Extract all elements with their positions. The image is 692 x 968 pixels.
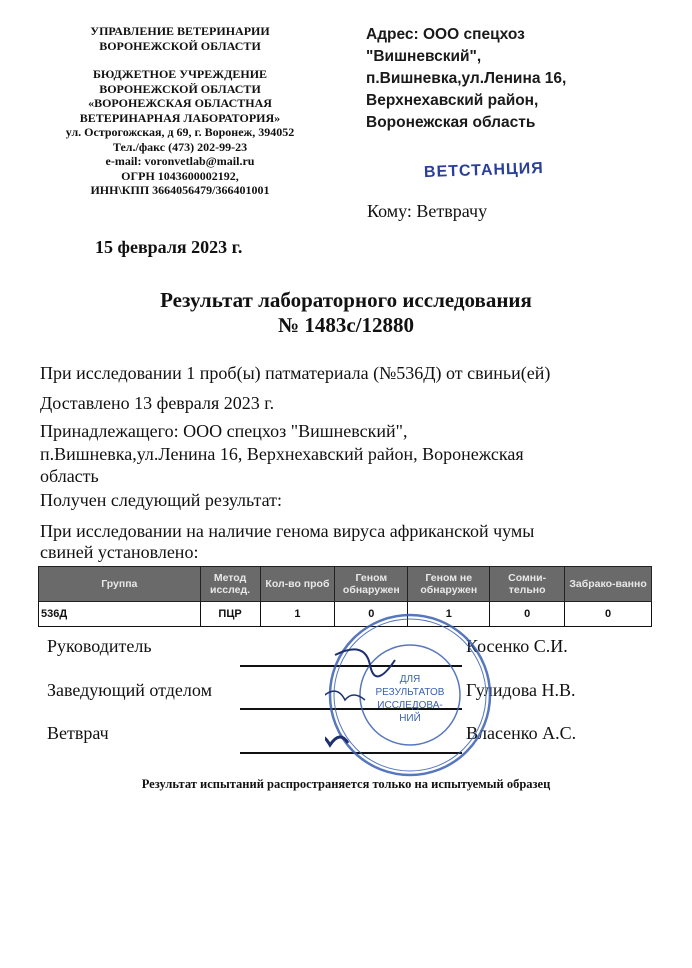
footer-note: Результат испытаний распространяется только на испытуемый образец <box>141 777 551 791</box>
lab-phone: Тел./факс (473) 202-99-23 <box>112 139 248 154</box>
document-number: № 1483с/12880 <box>277 313 414 337</box>
header-rejected: Забрако-ванно <box>565 567 652 602</box>
lab-address: ул. Острогожская, д 69, г. Воронеж, 394052 <box>65 125 295 139</box>
lab-inn: ИНН\КПП 3664056479/366401001 <box>90 183 270 197</box>
institution-line: ВОРОНЕЖСКОЙ ОБЛАСТИ <box>99 81 261 96</box>
signature-role: Ветврач <box>47 723 109 743</box>
lab-header <box>40 24 320 198</box>
cell-group: 536Д <box>39 602 201 627</box>
official-seal <box>325 610 495 780</box>
agency-line: УПРАВЛЕНИЕ ВЕТЕРИНАРИИ <box>90 24 270 38</box>
cell-detected: 0 <box>335 602 408 627</box>
signature-name: Власенко А.С. <box>466 723 577 743</box>
header-detected: Геном обнаружен <box>335 567 408 602</box>
address-line: Воронежская область <box>366 114 536 131</box>
cell-samples: 1 <box>260 602 335 627</box>
body-line: Доставлено 13 февраля 2023 г. <box>40 393 275 413</box>
signature-role: Заведующий отделом <box>47 680 212 700</box>
svg-text:РЕЗУЛЬТАТОВ: РЕЗУЛЬТАТОВ <box>375 687 445 698</box>
signature-name: Гулидова Н.В. <box>466 680 576 700</box>
body-line: область <box>40 466 99 486</box>
address-line: Верхнехавский район, <box>366 92 539 109</box>
institution-line: «ВОРОНЕЖСКАЯ ОБЛАСТНАЯ <box>88 96 272 110</box>
body-line: свиней установлено: <box>40 542 199 562</box>
signature-name: Косенко С.И. <box>466 636 568 656</box>
body-line: Получен следующий результат: <box>40 490 283 510</box>
body-line: п.Вишневка,ул.Ленина 16, Верхнехавский район, Воронежская <box>40 444 524 464</box>
header-doubtful: Сомни-тельно <box>490 567 565 602</box>
signature-role: Руководитель <box>47 636 152 656</box>
body-line: При исследовании на наличие генома вируса африканской чумы <box>40 521 535 541</box>
document-date: 15 февраля 2023 г. <box>95 237 243 257</box>
svg-text:ДЛЯ: ДЛЯ <box>399 674 421 685</box>
table-header-row <box>39 567 652 602</box>
title-line: Результат лабораторного исследования <box>160 288 532 312</box>
header-samples: Кол-во проб <box>260 567 335 602</box>
header-group: Группа <box>39 567 201 602</box>
document-title <box>0 288 692 338</box>
lab-ogrn: ОГРН 1043600002192, <box>121 168 239 183</box>
svg-text:ИССЛЕДОВА-: ИССЛЕДОВА- <box>377 700 443 711</box>
header-not-detected: Геном не обнаружен <box>408 567 490 602</box>
cell-method: ПЦР <box>200 602 260 627</box>
address-line: "Вишневский", <box>366 48 482 65</box>
address-line: Адрес: ООО спецхоз <box>366 26 525 43</box>
cell-rejected: 0 <box>565 602 652 627</box>
body-line: При исследовании 1 проб(ы) патматериала (№536Д) от свиньи(ей) <box>40 363 551 383</box>
cell-not-detected: 1 <box>408 602 490 627</box>
agency-line: ВОРОНЕЖСКОЙ ОБЛАСТИ <box>99 38 261 53</box>
cell-doubtful: 0 <box>490 602 565 627</box>
institution-line: БЮДЖЕТНОЕ УЧРЕЖДЕНИЕ <box>92 67 268 81</box>
vetstation-stamp: ВЕТСТАНЦИЯ <box>423 159 544 182</box>
recipient-address <box>366 24 666 134</box>
header-method: Метод исслед. <box>200 567 260 602</box>
address-line: п.Вишневка,ул.Ленина 16, <box>366 70 567 87</box>
lab-email: e-mail: voronvetlab@mail.ru <box>105 154 255 168</box>
recipient-to: Кому: Ветврачу <box>367 201 488 221</box>
svg-text:НИЙ: НИЙ <box>399 713 421 724</box>
body-line: Принадлежащего: ООО спецхоз "Вишневский", <box>40 421 408 441</box>
institution-line: ВЕТЕРИНАРНАЯ ЛАБОРАТОРИЯ» <box>79 110 281 125</box>
